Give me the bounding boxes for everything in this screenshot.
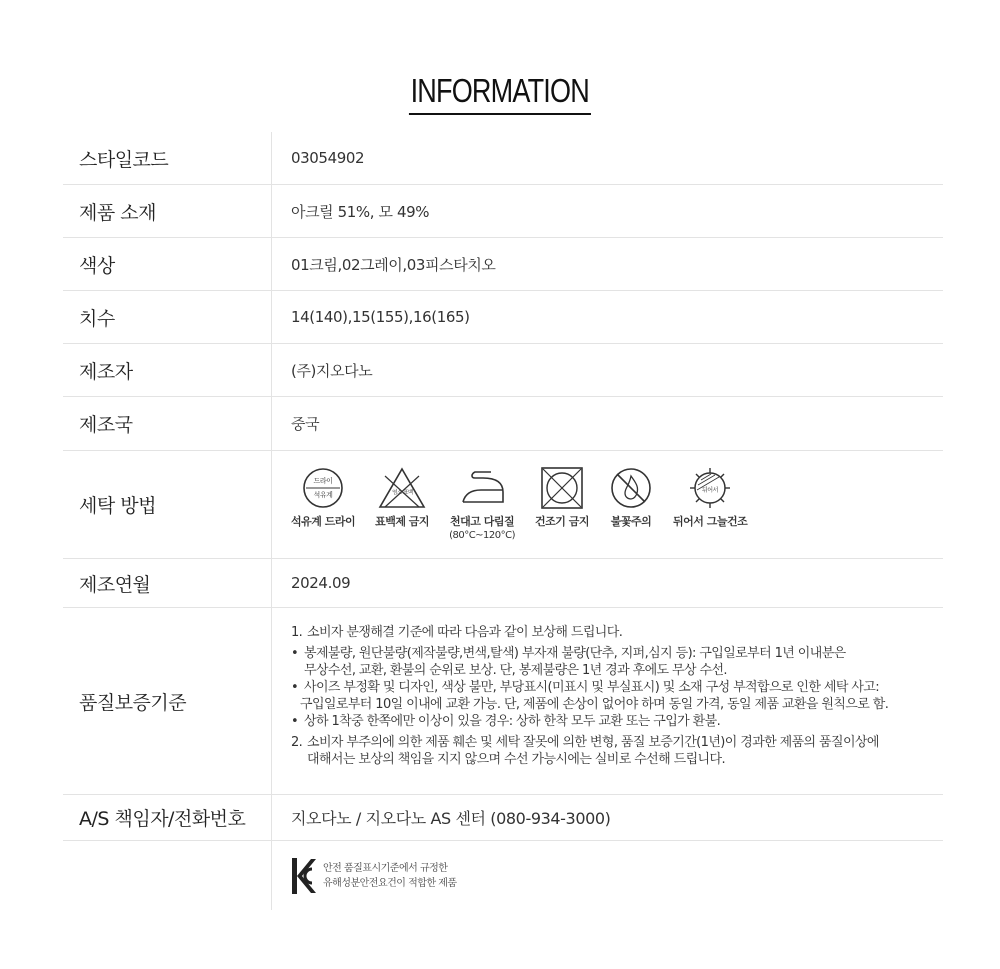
wash-caption: 건조기 금지 xyxy=(535,515,589,528)
style-code-label: 스타일코드 xyxy=(79,148,169,171)
material-value: 아크릴 51%, 모 49% xyxy=(291,202,430,221)
table-row-quality xyxy=(63,608,943,795)
quality-item-2 xyxy=(291,734,943,751)
country-value: 중국 xyxy=(291,415,320,433)
kc-cert xyxy=(291,841,943,910)
wash-item xyxy=(291,466,355,529)
wash-item xyxy=(609,466,653,529)
quality-value xyxy=(291,608,943,794)
washing-value xyxy=(291,451,943,558)
table-row-material xyxy=(63,185,943,238)
as-value: 지오다노 / 지오다노 AS 센터 (080-934-3000) xyxy=(291,809,611,828)
kc-line-1: 안전 품질표시기준에서 규정한 xyxy=(323,862,448,874)
quality-text: 소비자 부주의에 의한 제품 훼손 및 세탁 잘못에 의한 변형, 품질 보증기간(1년)이 경과한 제품의 품질이상에 xyxy=(307,735,879,750)
quality-text: 상하 1착중 한쪽에만 이상이 있을 경우: 상하 한착 모두 교환 또는 구입가 환불. xyxy=(304,714,721,729)
quality-item-1 xyxy=(291,624,943,641)
reverse-shade-dry-icon xyxy=(685,466,735,510)
table-row-country xyxy=(63,397,943,451)
wash-caption xyxy=(449,515,515,543)
table-row-size xyxy=(63,291,943,344)
wash-caption: 표백제 금지 xyxy=(375,515,430,528)
size-value: 14(140),15(155),16(165) xyxy=(291,308,470,326)
kc-text xyxy=(323,861,457,891)
bleach-icon-text: 표백 xyxy=(403,490,413,496)
quality-label: 품질보증기준 xyxy=(79,691,187,714)
color-value: 01크림,02그레이,03피스타치오 xyxy=(291,255,496,274)
dry-icon-text: 드라이 xyxy=(313,477,333,485)
dry-clean-petroleum-icon xyxy=(301,466,345,510)
wash-item xyxy=(535,466,589,529)
table-row-color xyxy=(63,238,943,291)
no-tumble-dry-icon xyxy=(539,466,585,510)
table-row-maker xyxy=(63,344,943,397)
style-code-value: 03054902 xyxy=(291,149,365,167)
wash-item xyxy=(375,466,429,529)
as-label: A/S 책임자/전화번호 xyxy=(79,808,246,830)
quality-text: 무상수선, 교환, 환불의 순위로 보상. 단, 봉제불량은 1년 경과 후에도 무상 수선. xyxy=(304,663,727,678)
quality-text: 소비자 분쟁해결 기준에 따라 다음과 같이 보상해 드립니다. xyxy=(307,625,623,640)
quality-text: 봉제불량, 원단불량(제작불량,변색,탈색) 부자재 불량(단추, 지퍼,심지 등): 구입일로부터 1년 이내분은 xyxy=(304,646,846,661)
iron-medium-icon xyxy=(457,466,507,510)
page-title-wrap xyxy=(0,72,1000,115)
table-row-as xyxy=(63,795,943,841)
quality-text: 대해서는 보상의 책임을 지지 않으며 수선 가능시에는 실비로 수선해 드립니다. xyxy=(307,752,725,767)
quality-bullet-3 xyxy=(291,713,943,730)
quality-text: 구입일로부터 10일 이내에 교환 가능. 단, 제품에 손상이 없어야 하며 동일 가격, 동일 제품 교환을 원칙으로 함. xyxy=(300,697,889,712)
material-label: 제품 소재 xyxy=(79,201,156,224)
size-label: 치수 xyxy=(79,307,115,330)
bullet: • xyxy=(291,714,299,729)
bullet: • xyxy=(291,680,299,695)
date-value: 2024.09 xyxy=(291,574,351,592)
wash-item xyxy=(449,466,515,543)
date-label: 제조연월 xyxy=(79,573,151,596)
color-label: 색상 xyxy=(79,254,115,277)
maker-value: (주)지오다노 xyxy=(291,361,373,380)
table-row-date xyxy=(63,559,943,608)
kc-logo-icon xyxy=(291,857,317,895)
chlorine-icon-text: 염소 xyxy=(392,490,402,496)
washing-icons xyxy=(291,466,767,543)
item-number: 1. xyxy=(291,625,303,640)
keep-away-fire-icon xyxy=(609,466,653,510)
maker-label: 제조자 xyxy=(79,360,133,383)
wash-item xyxy=(673,466,747,529)
table-row-style-code xyxy=(63,132,943,185)
washing-label: 세탁 방법 xyxy=(79,495,156,517)
quality-text: 사이즈 부정확 및 디자인, 색상 불만, 부당표시(미표시 및 부실표시) 및 소재 구성 부적합으로 인한 세탁 사고: xyxy=(304,680,880,695)
quality-bullet-2 xyxy=(291,679,943,696)
kc-mark xyxy=(291,857,457,895)
iron-caption: 천대고 다림질 xyxy=(450,515,515,528)
bullet: • xyxy=(291,646,299,661)
iron-temperature: (80°C~120°C) xyxy=(449,530,516,541)
item-number: 2. xyxy=(291,735,303,750)
quality-bullet-1 xyxy=(291,645,943,662)
kc-line-2: 유해성분안전요건이 적합한 제품 xyxy=(323,877,457,889)
no-bleach-icon xyxy=(377,466,427,510)
reverse-icon-text: 뒤어서 xyxy=(702,487,719,494)
table-row-washing xyxy=(63,451,943,559)
country-label: 제조국 xyxy=(79,414,133,436)
wash-caption: 뒤어서 그늘건조 xyxy=(673,515,748,528)
wash-caption: 석유계 드라이 xyxy=(291,515,356,528)
page-title: INFORMATION xyxy=(409,72,591,115)
wash-caption: 불꽃주의 xyxy=(610,515,652,528)
table-row-kc xyxy=(63,841,943,910)
petroleum-icon-text: 석유계 xyxy=(313,491,333,499)
